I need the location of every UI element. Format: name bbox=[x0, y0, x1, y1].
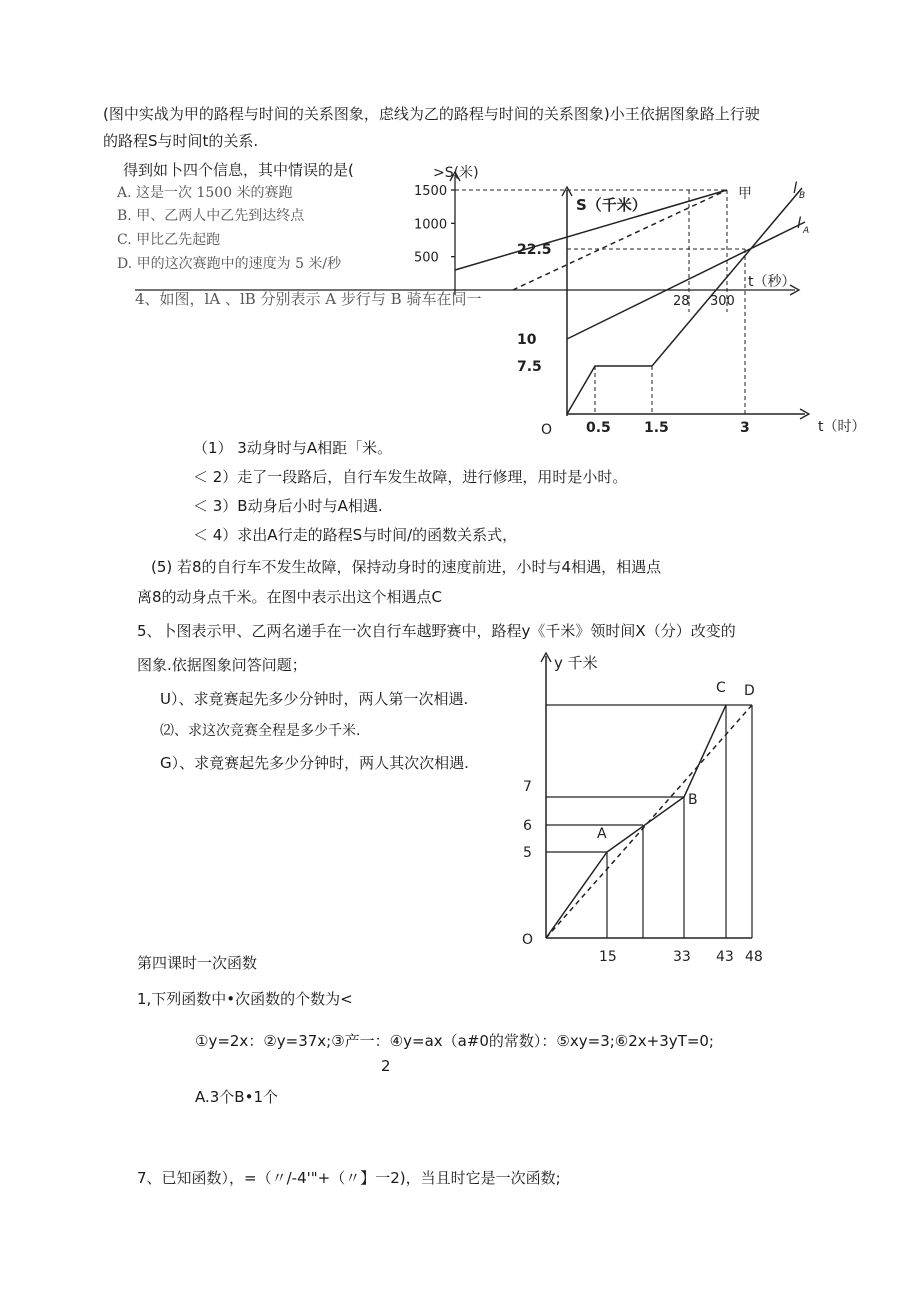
lesson-functions: ①y=2x：②y=37x;③产一：④y=ax（a#0的常数）：⑤xy=3;⑥2x+3yT=0; bbox=[195, 1032, 714, 1050]
c3-x-tick: 43 bbox=[716, 949, 734, 965]
c2-y-label: S（千米） bbox=[576, 196, 647, 214]
c3-point-A: A bbox=[597, 826, 607, 842]
c2-series-lA-sub: A bbox=[803, 226, 810, 236]
q5-stem2: 图象.依据图象问答问题； bbox=[137, 656, 307, 674]
c3-y-tick: 7 bbox=[523, 779, 532, 795]
option-a: A. 这是一次 1500 米的赛跑 bbox=[117, 185, 293, 201]
q5-stem1: 5、卜图表示甲、乙两名递手在一次自行车越野赛中，路程y《千米》领时间X（分）改变的 bbox=[137, 622, 736, 640]
c3-x-tick: 48 bbox=[745, 949, 763, 965]
lesson-q7: 7、已知函数），=（〃/-4'"+（〃】一2)，当且时它是一次函数; bbox=[137, 1169, 561, 1187]
c2-x-tick: 1.5 bbox=[644, 420, 669, 436]
q5-sub2: ⑵、求这次竞赛全程是多少千米. bbox=[160, 723, 361, 739]
c2-series-lB-sub: B bbox=[799, 191, 806, 201]
c2-x-tick: 0.5 bbox=[586, 420, 611, 436]
c2-x-label: t（时） bbox=[818, 419, 866, 435]
c3-point-D: D bbox=[744, 683, 755, 699]
c1-x-label: t（秒） bbox=[748, 274, 796, 290]
c2-y-tick: 10 bbox=[517, 332, 537, 348]
c2-x-tick: 3 bbox=[740, 420, 750, 436]
c2-series-lA-label: l bbox=[797, 214, 802, 232]
c1-series-jia-label: 甲 bbox=[738, 186, 752, 202]
c3-origin: O bbox=[522, 932, 534, 948]
lesson-q1: 1,下列函数中•次函数的个数为< bbox=[137, 990, 353, 1008]
c2-y-tick: 7.5 bbox=[517, 359, 542, 375]
c3-y-tick: 5 bbox=[523, 845, 532, 861]
intro-line1: (图中实战为甲的路程与时间的关系图象，虑线为乙的路程与时间的关系图象)小王依据图象路上行驶 bbox=[103, 105, 760, 123]
c3-point-C: C bbox=[716, 680, 726, 696]
c2-series-lB-label: l bbox=[793, 179, 798, 197]
option-b: B. 甲、乙两人中乙先到达终点 bbox=[117, 208, 305, 224]
c2-origin: O bbox=[541, 422, 553, 438]
c2-y-tick: 22.5 bbox=[517, 242, 552, 258]
q4-sub5b: 离8的动身点千米。在图中表示出这个相遇点C bbox=[137, 588, 443, 606]
c1-y-tick: 500 bbox=[414, 250, 439, 266]
lesson-title: 第四课时一次函数 bbox=[137, 954, 258, 972]
q4-stem: 4、如图，lA 、lB 分别表示 A 步行与 B 骑车在同一 bbox=[135, 290, 482, 308]
c3-point-B: B bbox=[688, 792, 698, 808]
q4-sub3: ＜ 3）B动身后小时与A相遇. bbox=[193, 497, 383, 515]
c3-series-jia bbox=[546, 705, 726, 938]
q5-sub3: G）、求竟赛起先多少分钟时，两人其次次相遇. bbox=[160, 754, 469, 772]
c3-x-tick: 33 bbox=[673, 949, 691, 965]
c3-series-yi bbox=[546, 705, 752, 938]
q4-sub2: ＜ 2）走了一段路后，自行车发生故障，进行修理，用时是小时。 bbox=[193, 468, 628, 486]
lesson-subscript: 2 bbox=[381, 1057, 391, 1075]
c1-y-label: >S(米) bbox=[433, 165, 479, 181]
lesson-answer: A.3个B•1个 bbox=[195, 1088, 278, 1106]
option-c: C. 甲比乙先起跑 bbox=[117, 232, 221, 248]
c1-x-tick-28: 28 bbox=[673, 294, 690, 309]
c1-y-tick: 1500 bbox=[414, 184, 448, 199]
c3-y-tick: 6 bbox=[523, 818, 532, 834]
q4-sub5a: (5) 若8的自行车不发生故障，保持动身时的速度前进，小时与4相遇，相遇点 bbox=[151, 558, 662, 576]
option-d: D. 甲的这次赛跑中的速度为 5 米/秒 bbox=[117, 256, 342, 272]
intro-line2: 的路程S与时间t的关系. bbox=[103, 132, 259, 150]
c1-x-tick-300: 300 bbox=[710, 294, 735, 309]
q5-sub1: U）、求竟赛起先多少分钟时，两人第一次相遇. bbox=[160, 690, 469, 708]
c3-y-label: y 千米 bbox=[554, 654, 598, 672]
q4-sub4: ＜ 4）求出A行走的路程S与时间/的函数关系式， bbox=[193, 526, 518, 544]
c3-x-tick: 15 bbox=[599, 949, 617, 965]
q4-sub1: （1） 3动身时与A相距「米。 bbox=[193, 439, 393, 457]
intro-question: 得到如卜四个信息，其中情误的是( bbox=[123, 161, 354, 179]
c1-y-tick: 1000 bbox=[414, 217, 448, 233]
